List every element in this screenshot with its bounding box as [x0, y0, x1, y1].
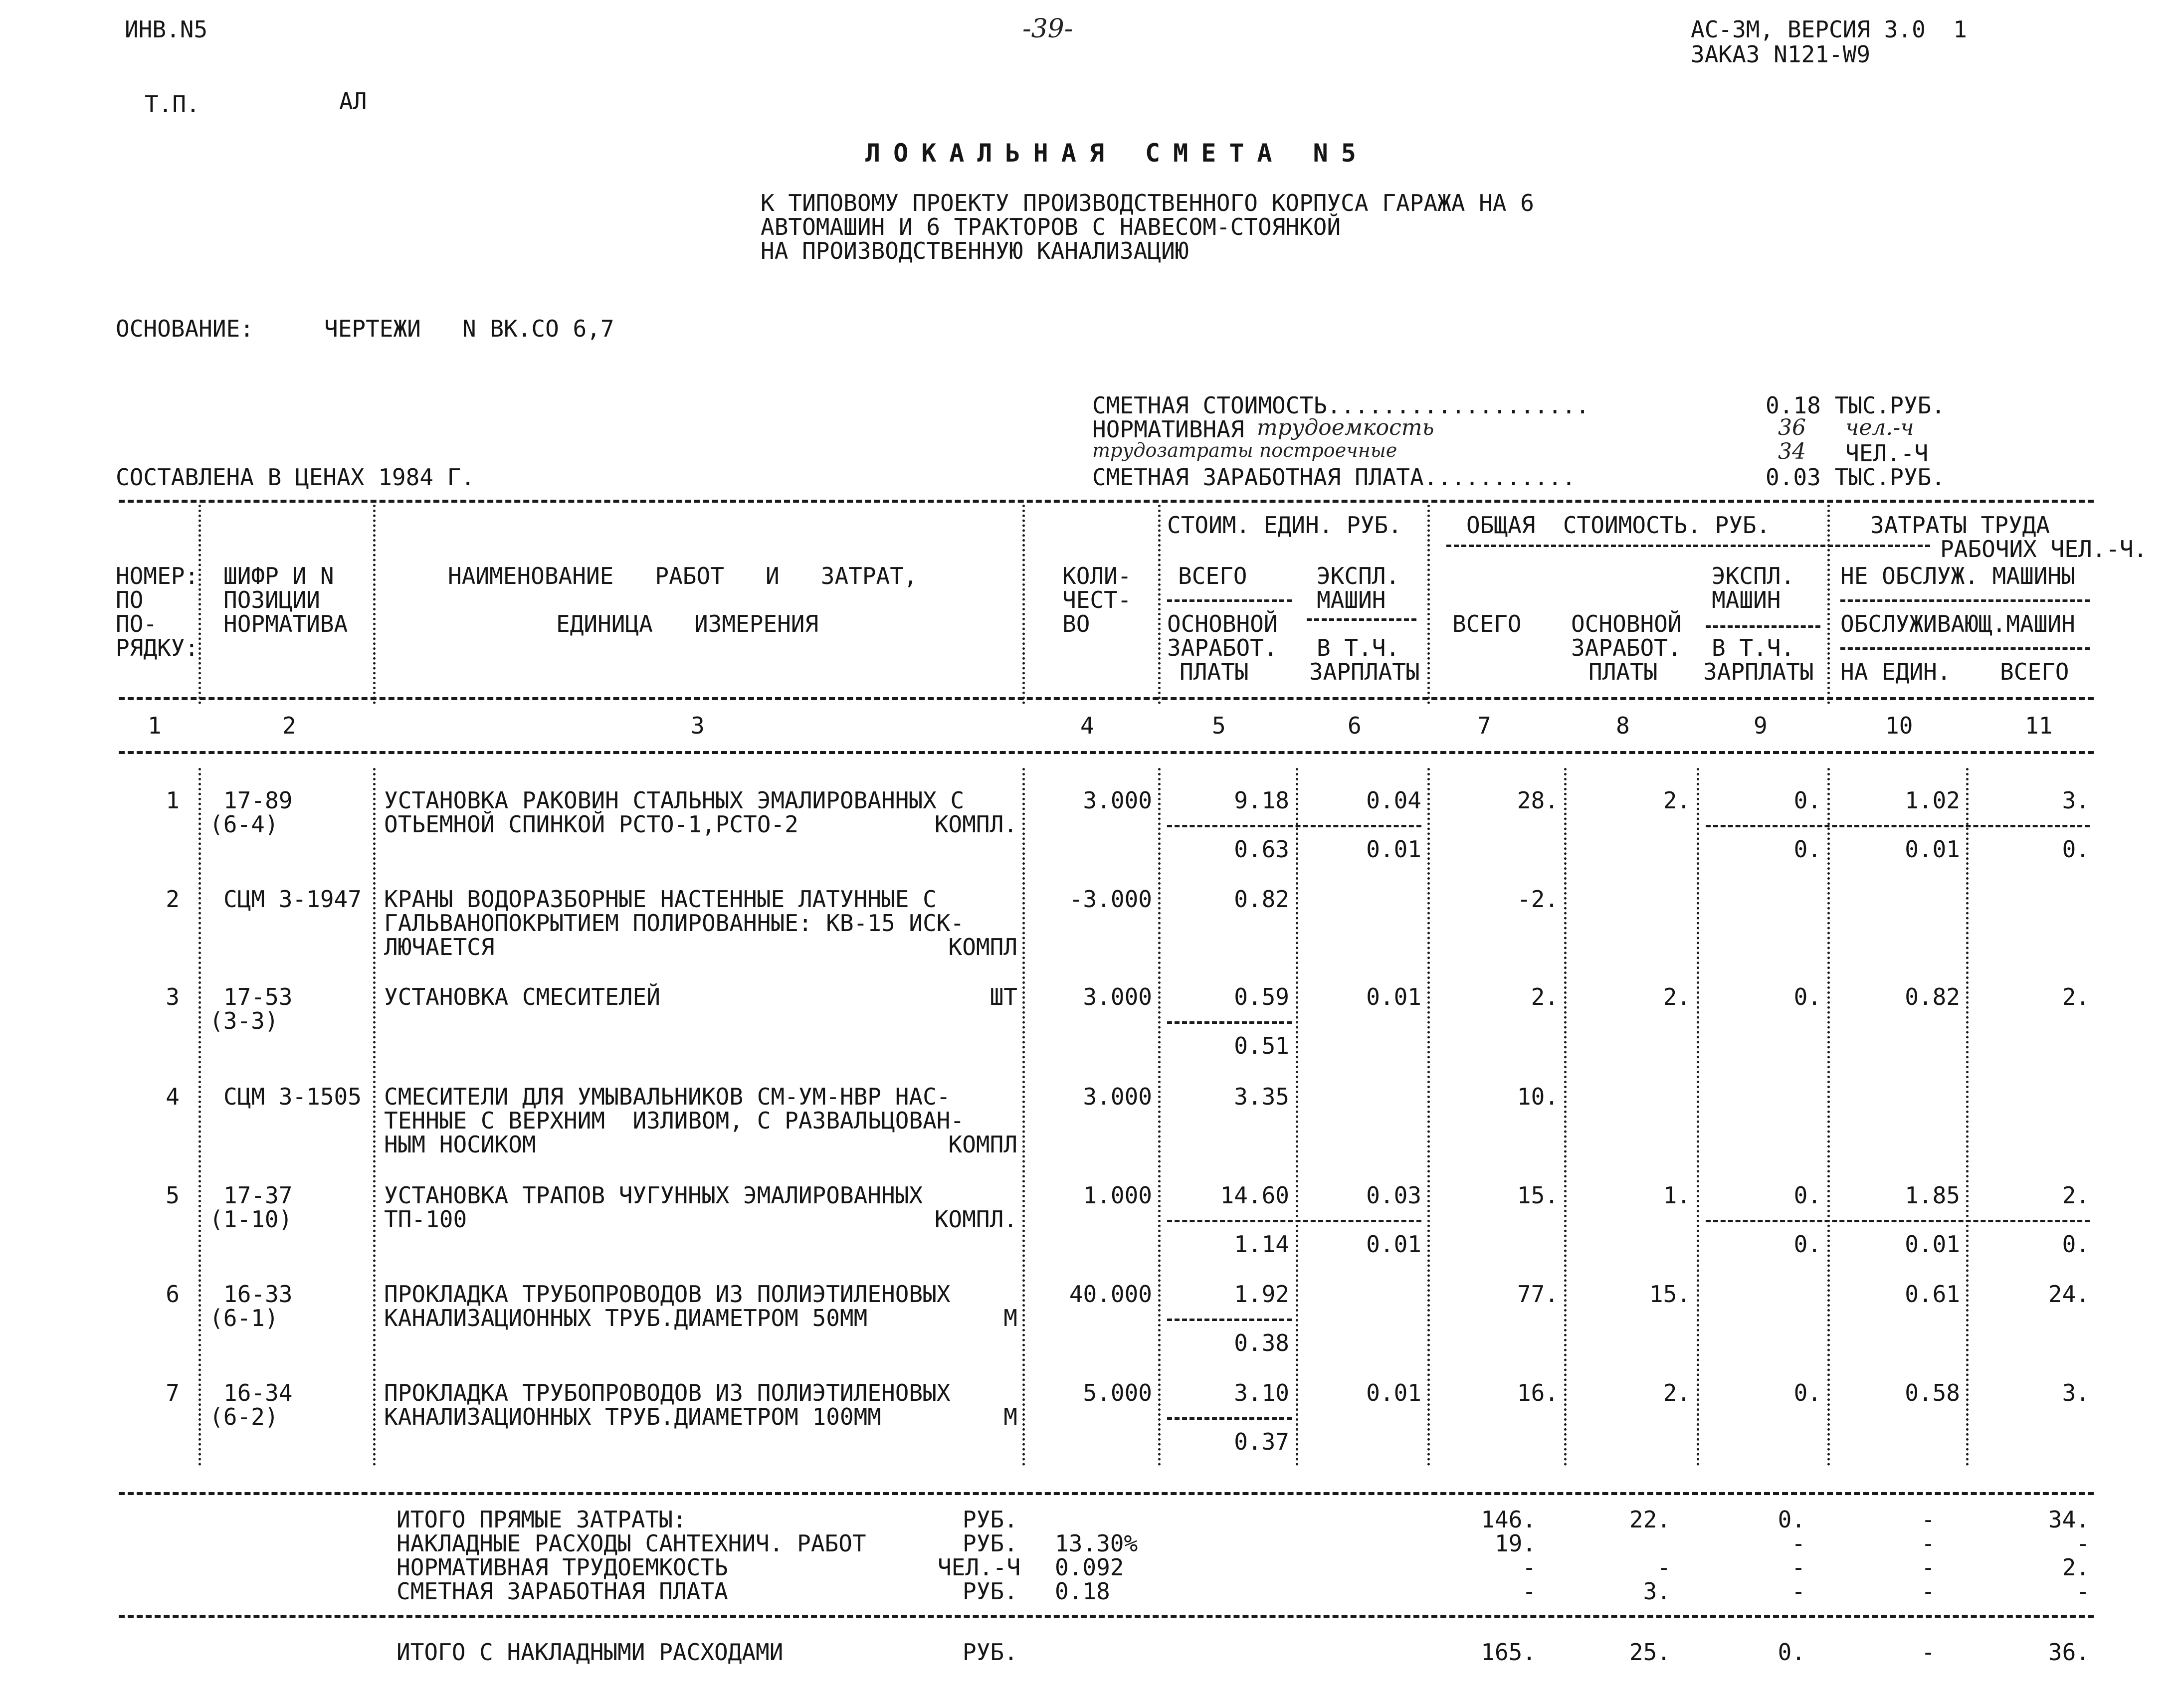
- row-unit: КОМПЛ.: [934, 811, 1017, 838]
- row-name: УСТАНОВКА ТРАПОВ ЧУГУННЫХ ЭМАЛИРОВАННЫХ: [384, 1182, 923, 1209]
- row-c6b: 0.01: [1366, 836, 1421, 863]
- col6-head-b2: ЗАРПЛАТЫ: [1309, 658, 1420, 685]
- row-qty: 40.000: [1069, 1281, 1152, 1308]
- row-name: ОТЬЕМНОЙ СПИНКОЙ РСТО-1,РСТО-2: [384, 811, 798, 838]
- header-subrule: [1307, 618, 1416, 621]
- col1-head-3: ПО-: [116, 610, 158, 637]
- prices-year: СОСТАВЛЕНА В ЦЕНАХ 1984 Г.: [116, 464, 475, 491]
- row-name: СМЕСИТЕЛИ ДЛЯ УМЫВАЛЬНИКОВ СМ-УМ-НВР НАС-: [384, 1083, 951, 1110]
- row-c5: 3.10: [1234, 1379, 1289, 1406]
- col-number: 6: [1348, 712, 1362, 739]
- row-c10b: 0.01: [1905, 836, 1960, 863]
- row-c5: 0.59: [1234, 983, 1289, 1010]
- col11-head: ВСЕГО: [2000, 658, 2069, 685]
- col10-head-a: НЕ ОБСЛУЖ. МАШИНЫ: [1840, 563, 2075, 589]
- col-sep: [1296, 768, 1298, 1466]
- col9-head-a2: МАШИН: [1712, 586, 1781, 613]
- row-code: 16-34: [223, 1379, 293, 1406]
- header-subrule: [1706, 625, 1820, 628]
- row-c10b: 0.01: [1905, 1231, 1960, 1258]
- col3-head-name: НАИМЕНОВАНИЕ РАБОТ И ЗАТРАТ,: [448, 563, 918, 589]
- total-label: НОРМАТИВНАЯ ТРУДОЕМКОСТЬ: [396, 1554, 728, 1581]
- col-sep: [1158, 768, 1161, 1466]
- total-c7: -: [1522, 1578, 1536, 1605]
- total-unit: ЧЕЛ.-Ч: [938, 1554, 1021, 1581]
- col-sep: [1427, 768, 1430, 1466]
- row-c5: 0.82: [1234, 886, 1289, 913]
- row-c7: 28.: [1517, 787, 1559, 814]
- grand-total-unit: РУБ.: [963, 1639, 1018, 1666]
- col10-head-c: НА ЕДИН.: [1840, 658, 1951, 685]
- row-c11b: 0.: [2062, 836, 2090, 863]
- total-c9: 0.: [1778, 1506, 1805, 1533]
- numbers-bottom-rule: [119, 751, 2094, 754]
- grand-total-rule: [119, 1615, 2094, 1618]
- row-name: ТЕННЫЕ С ВЕРХНИМ ИЗЛИВОМ, С РАЗВАЛЬЦОВАН-: [384, 1107, 965, 1134]
- row-c5: 14.60: [1220, 1182, 1289, 1209]
- summary-labor2-unit: ЧЕЛ.-Ч: [1845, 440, 1929, 467]
- row-code: 17-37: [223, 1182, 293, 1209]
- row-c5b: 0.63: [1234, 836, 1289, 863]
- row-c6: 0.04: [1366, 787, 1421, 814]
- total-c9: -: [1791, 1578, 1805, 1605]
- grand-total-c8: 25.: [1629, 1639, 1671, 1666]
- col5-head-total: ВСЕГО: [1178, 563, 1247, 589]
- group-labor-sub: РАБОЧИХ ЧЕЛ.-Ч.: [1940, 536, 2148, 563]
- col6-head-a1: ЭКСПЛ.: [1317, 563, 1400, 589]
- row-c11: 24.: [2048, 1281, 2090, 1308]
- col-number: 4: [1080, 712, 1094, 739]
- row-number: 4: [166, 1083, 180, 1110]
- col8-head-2: ЗАРАБОТ.: [1571, 634, 1682, 661]
- row-subrule: [1167, 1220, 1421, 1222]
- row-c9: 0.: [1793, 1379, 1821, 1406]
- title-line-3: НА ПРОИЗВОДСТВЕННУЮ КАНАЛИЗАЦИЮ: [761, 237, 1189, 264]
- row-qty: -3.000: [1069, 886, 1152, 913]
- row-c5b: 0.38: [1234, 1329, 1289, 1356]
- row-code: (6-4): [209, 811, 279, 838]
- row-c6: 0.01: [1366, 1379, 1421, 1406]
- basis-value: ЧЕРТЕЖИ N ВК.СО 6,7: [324, 315, 614, 342]
- row-c11: 2.: [2062, 983, 2090, 1010]
- col9-head-a1: ЭКСПЛ.: [1712, 563, 1795, 589]
- summary-wage-value: 0.03 ТЫС.РУБ.: [1766, 464, 1946, 491]
- col3-head-unit: ЕДИНИЦА ИЗМЕРЕНИЯ: [556, 610, 819, 637]
- totals-top-rule: [119, 1492, 2094, 1495]
- total-c7: 146.: [1481, 1506, 1536, 1533]
- row-c7: 15.: [1517, 1182, 1559, 1209]
- grand-total-c9: 0.: [1778, 1639, 1805, 1666]
- row-unit: ШТ: [990, 983, 1017, 1010]
- row-c10: 0.61: [1905, 1281, 1960, 1308]
- col7-head: ВСЕГО: [1452, 610, 1522, 637]
- row-c8: 15.: [1649, 1281, 1691, 1308]
- row-c11: 2.: [2062, 1182, 2090, 1209]
- col-sep: [1427, 505, 1430, 704]
- col1-head-2: ПО: [116, 586, 144, 613]
- summary-cost-value: 0.18 ТЫС.РУБ.: [1766, 392, 1946, 419]
- row-subrule: [1706, 825, 2090, 827]
- row-number: 1: [166, 787, 180, 814]
- row-c7: 2.: [1531, 983, 1559, 1010]
- group-unit-cost: СТОИМ. ЕДИН. РУБ.: [1167, 512, 1402, 539]
- al-label: АЛ: [339, 88, 367, 115]
- row-number: 3: [166, 983, 180, 1010]
- title-line-1: К ТИПОВОМУ ПРОЕКТУ ПРОИЗВОДСТВЕННОГО КОРПУСА ГАРАЖА НА 6: [761, 190, 1534, 216]
- col-sep: [1827, 768, 1830, 1466]
- total-c7: 19.: [1494, 1530, 1536, 1557]
- row-name: ТП-100: [384, 1206, 467, 1233]
- row-name: УСТАНОВКА РАКОВИН СТАЛЬНЫХ ЭМАЛИРОВАННЫХ С: [384, 787, 965, 814]
- row-c11b: 0.: [2062, 1231, 2090, 1258]
- col8-head-1: ОСНОВНОЙ: [1571, 610, 1682, 637]
- row-code: (1-10): [209, 1206, 293, 1233]
- tp-label: Т.П.: [145, 91, 200, 118]
- header-subrule: [1840, 599, 2090, 602]
- grand-total-c7: 165.: [1481, 1639, 1536, 1666]
- row-c7: 10.: [1517, 1083, 1559, 1110]
- row-name: ГАЛЬВАНОПОКРЫТИЕМ ПОЛИРОВАННЫЕ: КВ-15 ИСК-: [384, 910, 965, 937]
- total-label: СМЕТНАЯ ЗАРАБОТНАЯ ПЛАТА: [396, 1578, 728, 1605]
- summary-cost-label: СМЕТНАЯ СТОИМОСТЬ...................: [1092, 392, 1589, 419]
- row-subrule: [1167, 1021, 1292, 1024]
- row-name: ЛЮЧАЕТСЯ: [384, 934, 495, 960]
- col-number: 10: [1885, 712, 1913, 739]
- row-c5: 1.92: [1234, 1281, 1289, 1308]
- col-sep: [1827, 505, 1830, 704]
- header-subrule: [1840, 647, 2090, 650]
- col1-head-1: НОМЕР:: [116, 563, 199, 589]
- row-subrule: [1167, 1319, 1292, 1321]
- total-qty: 0.18: [1055, 1578, 1110, 1605]
- row-qty: 1.000: [1083, 1182, 1152, 1209]
- program-version: АС-3М, ВЕРСИЯ 3.0 1: [1691, 16, 1967, 43]
- col9-head-b1: В Т.Ч.: [1712, 634, 1795, 661]
- row-name: ПРОКЛАДКА ТРУБОПРОВОДОВ ИЗ ПОЛИЭТИЛЕНОВЫХ: [384, 1379, 951, 1406]
- page-number: -39-: [1022, 14, 1073, 44]
- col2-head-3: НОРМАТИВА: [223, 610, 348, 637]
- row-qty: 3.000: [1083, 1083, 1152, 1110]
- row-name: НЫМ НОСИКОМ: [384, 1131, 536, 1158]
- col-number: 7: [1477, 712, 1491, 739]
- row-subrule: [1167, 1417, 1292, 1420]
- col-sep: [373, 768, 376, 1466]
- total-c10: -: [1921, 1530, 1935, 1557]
- row-c6b: 0.01: [1366, 1231, 1421, 1258]
- total-qty: 13.30%: [1055, 1530, 1138, 1557]
- row-code: СЦМ 3-1947: [223, 886, 362, 913]
- total-c8: 22.: [1629, 1506, 1671, 1533]
- col4-head-2: ЧЕСТ-: [1062, 586, 1132, 613]
- row-c5: 3.35: [1234, 1083, 1289, 1110]
- col9-head-b2: ЗАРПЛАТЫ: [1703, 658, 1814, 685]
- summary-labor-label: НОРМАТИВНАЯ: [1092, 416, 1244, 443]
- row-unit: КОМПЛ.: [934, 1206, 1017, 1233]
- row-c11: 3.: [2062, 1379, 2090, 1406]
- row-unit: М: [1003, 1305, 1017, 1331]
- summary-labor2-value: 34: [1778, 439, 1806, 464]
- col6-head-b1: В Т.Ч.: [1317, 634, 1400, 661]
- row-c5b: 0.37: [1234, 1428, 1289, 1455]
- row-c7: -2.: [1517, 886, 1559, 913]
- row-c5: 9.18: [1234, 787, 1289, 814]
- row-name: ПРОКЛАДКА ТРУБОПРОВОДОВ ИЗ ПОЛИЭТИЛЕНОВЫХ: [384, 1281, 951, 1308]
- row-number: 2: [166, 886, 180, 913]
- col4-head-1: КОЛИ-: [1062, 563, 1132, 589]
- row-unit: КОМПЛ: [948, 1131, 1017, 1158]
- total-c11: 2.: [2062, 1554, 2090, 1581]
- col-sep: [1697, 768, 1699, 1466]
- col-sep: [1158, 505, 1161, 704]
- summary-labor2-handwritten: трудозатраты построечные: [1092, 439, 1397, 461]
- row-subrule: [1167, 825, 1421, 827]
- summary-labor-unit: чел.-ч: [1845, 415, 1914, 440]
- total-label: НАКЛАДНЫЕ РАСХОДЫ САНТЕХНИЧ. РАБОТ: [396, 1530, 866, 1557]
- total-c11: -: [2076, 1578, 2090, 1605]
- row-unit: М: [1003, 1403, 1017, 1430]
- col1-head-4: РЯДКУ:: [116, 634, 199, 661]
- col-number: 9: [1754, 712, 1768, 739]
- row-code: 17-53: [223, 983, 293, 1010]
- col-sep: [1966, 768, 1969, 1466]
- col4-head-3: ВО: [1062, 610, 1090, 637]
- col-number: 5: [1212, 712, 1226, 739]
- col-sep: [1564, 768, 1567, 1466]
- row-qty: 3.000: [1083, 787, 1152, 814]
- col6-head-a2: МАШИН: [1317, 586, 1386, 613]
- row-code: (6-2): [209, 1403, 279, 1430]
- total-unit: РУБ.: [963, 1530, 1018, 1557]
- col-number: 8: [1616, 712, 1630, 739]
- row-code: (6-1): [209, 1305, 279, 1331]
- title-line-2: АВТОМАШИН И 6 ТРАКТОРОВ С НАВЕСОМ-СТОЯНКОЙ: [761, 213, 1341, 240]
- row-c9: 0.: [1793, 787, 1821, 814]
- row-c11: 3.: [2062, 787, 2090, 814]
- row-c8: 2.: [1663, 983, 1691, 1010]
- total-c10: -: [1921, 1554, 1935, 1581]
- row-c7: 16.: [1517, 1379, 1559, 1406]
- col-sep: [198, 768, 201, 1466]
- row-c5b: 0.51: [1234, 1032, 1289, 1059]
- row-name: КАНАЛИЗАЦИОННЫХ ТРУБ.ДИАМЕТРОМ 50ММ: [384, 1305, 868, 1331]
- col-sep: [1022, 768, 1025, 1466]
- basis-label: ОСНОВАНИЕ:: [116, 315, 254, 342]
- row-c9b: 0.: [1793, 1231, 1821, 1258]
- col2-head-1: ШИФР И N: [223, 563, 334, 589]
- row-c8: 2.: [1663, 787, 1691, 814]
- header-bottom-rule: [119, 697, 2094, 700]
- row-c9b: 0.: [1793, 836, 1821, 863]
- row-c10: 1.85: [1905, 1182, 1960, 1209]
- row-c10: 0.58: [1905, 1379, 1960, 1406]
- order-number: ЗАКАЗ N121-W9: [1691, 41, 1871, 68]
- total-unit: РУБ.: [963, 1578, 1018, 1605]
- row-c9: 0.: [1793, 983, 1821, 1010]
- grand-total-label: ИТОГО С НАКЛАДНЫМИ РАСХОДАМИ: [396, 1639, 784, 1666]
- col-number: 1: [148, 712, 162, 739]
- row-name: УСТАНОВКА СМЕСИТЕЛЕЙ: [384, 983, 660, 1010]
- summary-wage-label: СМЕТНАЯ ЗАРАБОТНАЯ ПЛАТА...........: [1092, 464, 1576, 491]
- header-subrule: [1446, 545, 1930, 547]
- row-c5b: 1.14: [1234, 1231, 1289, 1258]
- total-c8: -: [1657, 1554, 1671, 1581]
- total-c10: -: [1921, 1578, 1935, 1605]
- total-label: ИТОГО ПРЯМЫЕ ЗАТРАТЫ:: [396, 1506, 687, 1533]
- col5-head-b3: ПЛАТЫ: [1180, 658, 1249, 685]
- row-code: 17-89: [223, 787, 293, 814]
- summary-labor-value: 36: [1778, 415, 1806, 440]
- group-labor: ЗАТРАТЫ ТРУДА: [1870, 512, 2050, 539]
- row-name: КАНАЛИЗАЦИОННЫХ ТРУБ.ДИАМЕТРОМ 100ММ: [384, 1403, 881, 1430]
- col5-head-b1: ОСНОВНОЙ: [1167, 610, 1278, 637]
- row-qty: 3.000: [1083, 983, 1152, 1010]
- row-c7: 77.: [1517, 1281, 1559, 1308]
- total-c7: -: [1522, 1554, 1536, 1581]
- col-number: 3: [691, 712, 705, 739]
- header-subrule: [1167, 599, 1292, 602]
- row-c6: 0.03: [1366, 1182, 1421, 1209]
- total-c9: -: [1791, 1554, 1805, 1581]
- total-c9: -: [1791, 1530, 1805, 1557]
- col-sep: [198, 505, 201, 704]
- row-number: 5: [166, 1182, 180, 1209]
- row-c9: 0.: [1793, 1182, 1821, 1209]
- row-code: (3-3): [209, 1007, 279, 1034]
- row-name: КРАНЫ ВОДОРАЗБОРНЫЕ НАСТЕННЫЕ ЛАТУННЫЕ С: [384, 886, 937, 913]
- row-c10: 1.02: [1905, 787, 1960, 814]
- grand-total-c10: -: [1921, 1639, 1935, 1666]
- row-unit: КОМПЛ: [948, 934, 1017, 960]
- col5-head-b2: ЗАРАБОТ.: [1167, 634, 1278, 661]
- col-number: 2: [282, 712, 296, 739]
- row-c8: 2.: [1663, 1379, 1691, 1406]
- total-c10: -: [1921, 1506, 1935, 1533]
- row-number: 6: [166, 1281, 180, 1308]
- group-total-cost: ОБЩАЯ СТОИМОСТЬ. РУБ.: [1466, 512, 1771, 539]
- col8-head-3: ПЛАТЫ: [1588, 658, 1658, 685]
- col-sep: [373, 505, 376, 704]
- col10-head-b: ОБСЛУЖИВАЮЩ.МАШИН: [1840, 610, 2075, 637]
- estimate-title: ЛОКАЛЬНАЯ СМЕТА N5: [865, 139, 1369, 168]
- row-subrule: [1706, 1220, 2090, 1222]
- row-c6: 0.01: [1366, 983, 1421, 1010]
- col-number: 11: [2025, 712, 2053, 739]
- total-c11: 34.: [2048, 1506, 2090, 1533]
- row-number: 7: [166, 1379, 180, 1406]
- col2-head-2: ПОЗИЦИИ: [223, 586, 320, 613]
- row-c10: 0.82: [1905, 983, 1960, 1010]
- row-qty: 5.000: [1083, 1379, 1152, 1406]
- row-c8: 1.: [1663, 1182, 1691, 1209]
- row-code: 16-33: [223, 1281, 293, 1308]
- summary-labor-handwritten: трудоемкость: [1257, 415, 1434, 440]
- table-top-rule: [119, 500, 2094, 503]
- total-c11: -: [2076, 1530, 2090, 1557]
- inventory-number: ИНВ.N5: [125, 16, 208, 43]
- grand-total-c11: 36.: [2048, 1639, 2090, 1666]
- col-sep: [1022, 505, 1025, 704]
- total-qty: 0.092: [1055, 1554, 1124, 1581]
- total-c8: 3.: [1643, 1578, 1671, 1605]
- total-unit: РУБ.: [963, 1506, 1018, 1533]
- row-code: СЦМ 3-1505: [223, 1083, 362, 1110]
